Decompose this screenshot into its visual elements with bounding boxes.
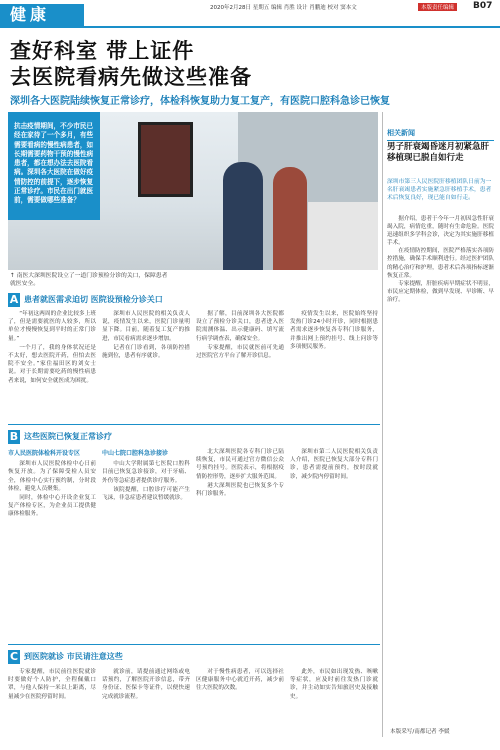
section-a-column-3	[196, 310, 284, 418]
paragraph: 该院提醒，口腔诊疗可能产生飞沫，非急症患者建议暂缓就诊。	[102, 486, 190, 502]
page-number: B07	[473, 1, 493, 11]
section-letter: C	[9, 650, 19, 663]
sidebar-title: 男子肝衰竭昏迷月初紧急肝移植现已脱自如行走	[387, 142, 490, 163]
section-c-header	[8, 650, 123, 664]
paragraph: 一个月了，我的身体状况还是不太好，想去医院开药，但怕去医院不安全。”家住福田区的刘女士说。对于长期需要吃药的慢性病患者来说，如何安全就医成为困扰。	[8, 344, 96, 384]
photo-person	[223, 162, 263, 270]
paragraph: 就诊前，请提前通过网络或电话预约，了解医院开诊信息，带齐身份证、医保卡等证件，以便快速完成就诊流程。	[102, 669, 190, 700]
paragraph: 专家提醒，市民前往医院就诊时要做好个人防护，全程佩戴口罩，与他人保持一米以上距离，尽量减少在医院停留时间。	[8, 669, 96, 700]
photo-person	[273, 167, 307, 270]
section-c-column-1	[8, 668, 96, 744]
paragraph: 记者在门诊看到，各项防控措施到位，患者有序就诊。	[102, 344, 190, 360]
section-title: 患者就医需求迫切 医院设预检分诊关口	[24, 295, 163, 304]
section-a-column-1	[8, 310, 96, 418]
intro-box: 抗击疫情期间，不少市民已经在家待了一个多月，有些需要看病的慢性病患者，如长期需要药物干预的慢性病患者，都在想办法去医院看病。深圳各大医院在做好疫情防控的前提下，逐步恢复正常诊疗。市民在出门就医前，需要做哪些准备？	[8, 112, 100, 220]
hero-photo	[8, 112, 378, 270]
byline: 本版采写/南都记者 李媛	[390, 729, 450, 735]
masthead	[0, 0, 500, 26]
headline	[10, 38, 252, 90]
paragraph: 据介绍，患者于今年一月初因急性肝衰竭入院，病情危重，随时有生命危险。医院迅速组织多学科会诊，决定为其实施肝移植手术。	[387, 216, 494, 247]
section-b-header	[8, 430, 112, 444]
editor-tag: 本版责任编辑	[418, 3, 457, 11]
paragraph: 专家提醒，市民就医前可先通过医院官方平台了解开诊信息。	[196, 344, 284, 360]
paragraph: 深圳市人民医院的相关负责人说，疫情发生以来，医院门诊量明显下降。目前，随着复工复产的推进，市民看病需求逐步增加。	[102, 311, 190, 342]
section-a-column-2	[102, 310, 190, 418]
paragraph: “年初这两周的企业比较多上班了，但是需要就医的人较多，所以单位才慢慢恢复到平时的正常门诊量。”	[8, 311, 96, 342]
divider	[8, 644, 380, 645]
paragraph: 深圳市人民医院体检中心日前恢复开放。为了保障受检人员安全，体检中心实行预约制，分时段体检，避免人员聚集。	[8, 461, 96, 492]
section-a-header	[8, 293, 163, 307]
headline-line-2: 去医院看病先做这些准备	[10, 65, 252, 89]
paragraph: 专家提醒，肝脏疾病早期症状不明显，市民应定期体检，做到早发现、早诊断、早治疗。	[387, 280, 494, 303]
section-b-column-2	[102, 448, 190, 638]
masthead-rule	[0, 26, 500, 28]
paragraph: 港大深圳医院也已恢复多个专科门诊服务。	[196, 482, 284, 498]
sidebar-body	[387, 215, 494, 715]
section-title: 到医院就诊 市民请注意这些	[24, 652, 123, 661]
subsection-heading: 市人民医院体检科开设专区	[8, 450, 81, 457]
photo-caption: ↑ 南医大深圳医院设立了一道门诊预检分诊的关口，保障患者就医安全。	[10, 273, 168, 287]
paragraph: 同时，体检中心开设企业复工复产体检专区，为企业员工提供健康体检服务。	[8, 495, 96, 518]
section-letter: A	[9, 293, 19, 306]
section-b-column-3	[196, 448, 284, 638]
section-letter: B	[9, 430, 19, 443]
section-title: 这些医院已恢复正常诊疗	[24, 432, 112, 441]
paragraph: 中山大学附属第七医院口腔科目前已恢复急诊接诊，对于牙痛、外伤等急症患者提供诊疗服务。	[102, 461, 190, 484]
sidebar-label: 相关新闻	[387, 128, 494, 141]
section-b-column-1	[8, 448, 96, 638]
paragraph: 此外，市民如出现发热、咳嗽等症状，应及时前往发热门诊就诊，并主动如实告知旅居史及接触史。	[290, 669, 378, 700]
photo-screen	[138, 122, 193, 197]
section-tab: 健康	[0, 4, 84, 26]
section-a-column-4	[290, 310, 378, 418]
subsection-heading: 中山七院口腔科急诊接诊	[102, 450, 169, 457]
paragraph: 北大深圳医院各专科门诊已陆续恢复，市民可通过官方微信公众号预约挂号。医院表示，将根据疫情防控形势，逐步扩大服务范围。	[196, 449, 284, 480]
subheadline: 深圳各大医院陆续恢复正常诊疗，体检科恢复助力复工复产，有医院口腔科急诊已恢复	[10, 96, 390, 107]
section-b-column-4	[290, 448, 378, 638]
paragraph: 深圳市第二人民医院相关负责人介绍，医院已恢复大部分专科门诊，患者需提前预约，按时段就诊，减少院内停留时间。	[290, 449, 378, 480]
paragraph: 据了解，目前深圳各大医院都设立了预检分诊关口，患者进入医院需测体温、出示健康码、填写流行病学调查表，确保安全。	[196, 311, 284, 342]
headline-line-1: 查好科室 带上证件	[10, 39, 195, 63]
paragraph: 疫情发生以来，医院始终坚持发热门诊24小时开诊，同时根据患者需求逐步恢复各专科门诊服务，并推出网上预约挂号、线上问诊等多项便民服务。	[290, 311, 378, 350]
section-c-column-3	[196, 668, 284, 744]
paragraph: 对于慢性病患者，可以选择社区健康服务中心就近开药，减少前往大医院的次数。	[196, 669, 284, 692]
divider	[8, 424, 380, 425]
issue-meta: 2020年2月28日 星期五 编辑 肖胜 设计 肖鹏迪 校对 窦本文	[210, 5, 357, 11]
section-c-column-2	[102, 668, 190, 744]
section-c-column-4	[290, 668, 378, 744]
paragraph: 在疫情防控期间，医院严格落实各项防控措施，确保手术顺利进行。经过医护团队的精心治疗和护理，患者术后各项指标逐渐恢复正常。	[387, 248, 494, 279]
sidebar-lede: 深圳市第三人民医院肝移植团队日前为一名肝衰竭患者实施紧急肝移植手术，患者术后恢复良好，现已能自如行走。	[387, 179, 492, 201]
photo-desk	[308, 202, 378, 270]
column-divider	[382, 112, 383, 737]
